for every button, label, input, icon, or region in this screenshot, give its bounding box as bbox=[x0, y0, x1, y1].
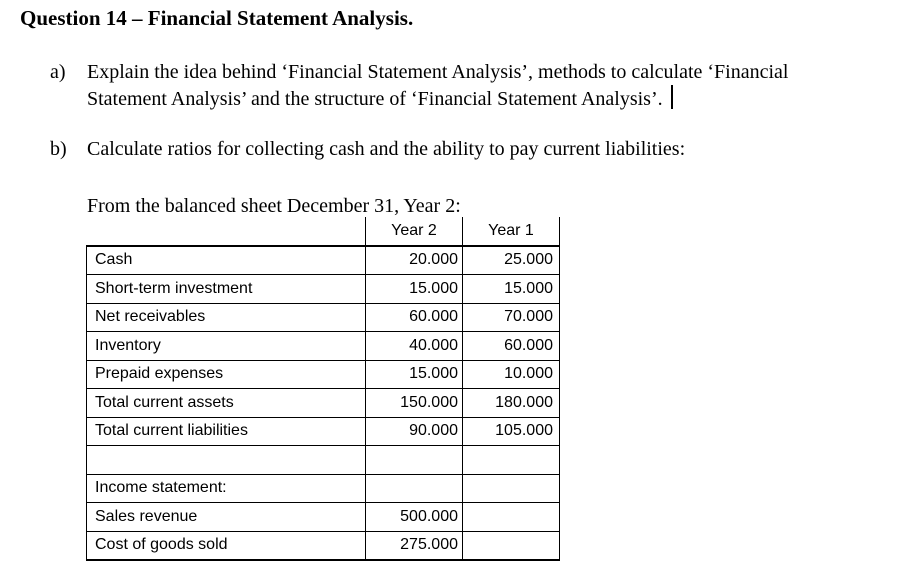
table-row bbox=[87, 417, 560, 446]
year-2-value: 90.000 bbox=[366, 417, 463, 446]
balance-sheet-table bbox=[86, 217, 560, 561]
part-b-marker: b) bbox=[50, 138, 67, 160]
year-1-value bbox=[463, 446, 560, 475]
header-year-1: Year 1 bbox=[463, 217, 560, 246]
row-label: Cost of goods sold bbox=[87, 531, 366, 560]
year-1-value: 105.000 bbox=[463, 417, 560, 446]
table-row bbox=[87, 446, 560, 475]
table-row bbox=[87, 360, 560, 389]
table-row bbox=[87, 303, 560, 332]
row-label bbox=[87, 446, 366, 475]
part-a-line-1: Explain the idea behind ‘Financial Statement Analysis’, methods to calculate ‘Financial bbox=[87, 61, 789, 83]
year-1-value bbox=[463, 474, 560, 503]
row-label: Total current assets bbox=[87, 389, 366, 418]
row-label: Total current liabilities bbox=[87, 417, 366, 446]
year-2-value: 20.000 bbox=[366, 246, 463, 275]
row-label: Prepaid expenses bbox=[87, 360, 366, 389]
table-row bbox=[87, 389, 560, 418]
part-a-line-2-text: Statement Analysis’ and the structure of ‘Financial Statement Analysis’. bbox=[87, 88, 663, 110]
balance-sheet-caption: From the balanced sheet December 31, Year 2: bbox=[87, 195, 461, 217]
year-1-value: 15.000 bbox=[463, 275, 560, 304]
question-title: Question 14 – Financial Statement Analysis. bbox=[20, 6, 414, 30]
year-2-value: 15.000 bbox=[366, 275, 463, 304]
year-1-value bbox=[463, 531, 560, 560]
part-a-text[interactable] bbox=[87, 59, 788, 112]
year-1-value bbox=[463, 503, 560, 532]
year-1-value: 60.000 bbox=[463, 332, 560, 361]
year-1-value: 10.000 bbox=[463, 360, 560, 389]
year-1-value: 180.000 bbox=[463, 389, 560, 418]
table-row bbox=[87, 531, 560, 560]
table-row bbox=[87, 474, 560, 503]
balance-sheet-body bbox=[87, 217, 560, 560]
header-label-cell bbox=[87, 217, 366, 246]
year-2-value: 500.000 bbox=[366, 503, 463, 532]
table-row bbox=[87, 332, 560, 361]
year-2-value: 275.000 bbox=[366, 531, 463, 560]
row-label: Short-term investment bbox=[87, 275, 366, 304]
year-2-value: 60.000 bbox=[366, 303, 463, 332]
table-row bbox=[87, 503, 560, 532]
row-label: Net receivables bbox=[87, 303, 366, 332]
row-label: Cash bbox=[87, 246, 366, 275]
row-label: Inventory bbox=[87, 332, 366, 361]
table-row bbox=[87, 275, 560, 304]
part-a-line-2 bbox=[87, 85, 788, 112]
text-cursor bbox=[671, 85, 673, 109]
year-1-value: 25.000 bbox=[463, 246, 560, 275]
table-header-row bbox=[87, 217, 560, 246]
year-2-value bbox=[366, 446, 463, 475]
year-2-value bbox=[366, 474, 463, 503]
part-b-text[interactable]: Calculate ratios for collecting cash and the ability to pay current liabilities: bbox=[87, 138, 686, 160]
row-label: Sales revenue bbox=[87, 503, 366, 532]
year-1-value: 70.000 bbox=[463, 303, 560, 332]
header-year-2: Year 2 bbox=[366, 217, 463, 246]
table-row bbox=[87, 246, 560, 275]
year-2-value: 40.000 bbox=[366, 332, 463, 361]
year-2-value: 150.000 bbox=[366, 389, 463, 418]
year-2-value: 15.000 bbox=[366, 360, 463, 389]
row-label: Income statement: bbox=[87, 474, 366, 503]
part-a-marker: a) bbox=[50, 61, 66, 83]
